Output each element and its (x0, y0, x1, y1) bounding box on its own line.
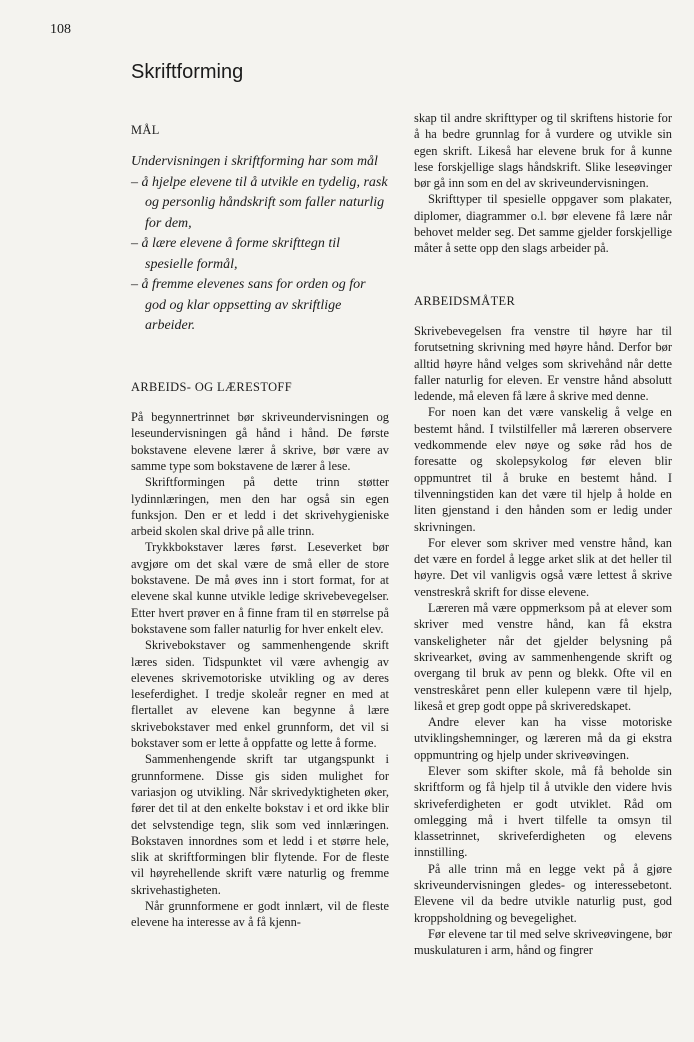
content-paragraph: Trykkbokstaver læres først. Leseverket bør avgjøre om det skal være de små eller de store bokstavene. De må øves inn i stort format, for at elevene skal kunne utvikle ledige skrivebevegelser. Etter hvert prøver en å finne fram til en størrelse på bokstavene som faller naturlig for hver enkelt elev. (131, 540, 389, 636)
goal-item: – å lære elevene å forme skrifttegn til spesielle formål, (131, 236, 341, 272)
methods-paragraph: For elever som skriver med venstre hånd, kan det være en fordel å legge arket slik at det heller til høyre. Det vil vanligvis også være lettest å skrive venstreskrå skrift for disse elevene. (414, 535, 672, 599)
left-column (131, 108, 389, 931)
goals-list (131, 173, 389, 337)
methods-paragraph: Læreren må være oppmerksom på at elever som skriver med venstre hånd, kan få ekstra vanskeligheter når det gjelder belysning på skrivearket, øving av sammenhengende skrift og overgang til bruk av penn og blekk. Ofte vil en venstreskåret penn eller kulepenn være til hjelp, likeså et grep godt oppe på skriveredskapet. (414, 601, 672, 713)
goals-intro: Undervisningen i skriftforming har som mål (131, 154, 378, 170)
content-paragraph-continued: Når grunnformene er godt innlært, vil de fleste elevene ha interesse av å få kjenn- (131, 899, 389, 930)
content-paragraph: Skrivebokstaver og sammenhengende skrift læres siden. Tidspunktet vil være avhengig av elevenes skrivemotoriske utvikling og av deres leseferdighet. I tredje skoleår regner en med at flertallet av elevene kan begynne å lære skrivebokstaver med enkel grunnform, det vil si bokstaver som er lette å oppfatte og lette å forme. (131, 638, 389, 751)
methods-paragraph: Skrivebevegelsen fra venstre til høyre har til forutsetning skrivning med høyre hånd. Derfor bør alltid høyre hånd velges som skrivehånd når dette faller naturlig for eleven. Er venstre hånd absolutt ledende, må eleven få lære å skrive med denne. (414, 323, 672, 404)
methods-heading: ARBEIDSMÅTER (414, 293, 516, 308)
methods-paragraph: Før elevene tar til med selve skriveøvingene, bør muskulaturen i arm, hånd og fingrer (414, 926, 672, 958)
goal-item: – å hjelpe elevene til å utvikle en tydelig, rask og personlig håndskrift som faller naturlig for dem, (131, 174, 388, 231)
methods-paragraph: For noen kan det være vanskelig å velge en bestemt hånd. I tvilstilfeller må læreren observere vedkommende elev nøye og søke råd hos de foresatte og skolepsykolog før eleven blir oppmuntret til å bruke en bestemt hånd. I tilvenningstiden kan det være til hjelp å holde en liten gjenstand i den hånden som er ledig under skrivningen. (414, 405, 672, 534)
methods-paragraph: Andre elever kan ha visse motoriske utviklingshemninger, og læreren må da gi ekstra oppmuntring og hjelp under skriveøvingen. (414, 715, 672, 762)
page-number: 108 (50, 22, 71, 37)
methods-paragraph: Elever som skifter skole, må få beholde sin skriftform og få hjelp til å utvikle den videre hvis skriveferdigheten er godt utviklet. Råd om omlegging må i hvert tilfelle ta omsyn til klassetrinnet, skriveferdigheten og elevens innstilling. (414, 763, 672, 860)
content-heading: ARBEIDS- OG LÆRESTOFF (131, 379, 293, 394)
goals-heading: MÅL (131, 123, 160, 137)
goal-item: – å fremme elevenes sans for orden og for god og klar oppsetting av skriftlige arbeider. (131, 277, 366, 334)
content-paragraph: Sammenhengende skrift tar utgangspunkt i grunnformene. Disse gis siden mulighet for variasjon og utvikling. Når skrivedyktigheten øker, fører det til at den enkelte bokstav i et ord ikke blir det selvstendige tegn, slik som ved innlæringen. Bokstaven innordnes som et ledd i et større hele, slik at skriftformingen blir flytende. For de fleste vil høyrehellende skrift være naturlig og fremme skrivehastigheten. (131, 752, 389, 897)
content-paragraph-continuation: skap til andre skrifttyper og til skriftens historie for å ha bedre grunnlag for å vurdere og utvikle sin egen skrift. Likeså har elevene bruk for å kunne lese forskjellige slags håndskrift. Slike leseøvinger bør gå inn som en del av skriveundervisningen. (414, 111, 672, 191)
chapter-title: Skriftforming (131, 61, 244, 83)
content-paragraph: Skrifttyper til spesielle oppgaver som plakater, diplomer, diagrammer o.l. bør elevene få lære når behovet melder seg. Det samme gjelder forskjellige måter å sette opp den slags arbeider på. (414, 192, 672, 256)
content-paragraph: Skriftformingen på dette trinn støtter lydinnlæringen, men den har også sin egen funksjon. Den er et ledd i det skrivehygieniske arbeid skolen skal drive på alle trinn. (131, 475, 389, 539)
methods-paragraph: På alle trinn må en legge vekt på å gjøre skriveundervisningen gledes- og interessebetont. Elevene vil da bedre utvikle naturlig pust, god kroppsholdning og bevegelighet. (414, 861, 672, 925)
right-column (414, 110, 672, 959)
content-paragraph: På begynnertrinnet bør skriveundervisningen og leseundervisningen gå hånd i hånd. De første bokstavene elevene lærer å skrive, bør være av samme type som bokstavene de lærer å lese. (131, 410, 389, 473)
